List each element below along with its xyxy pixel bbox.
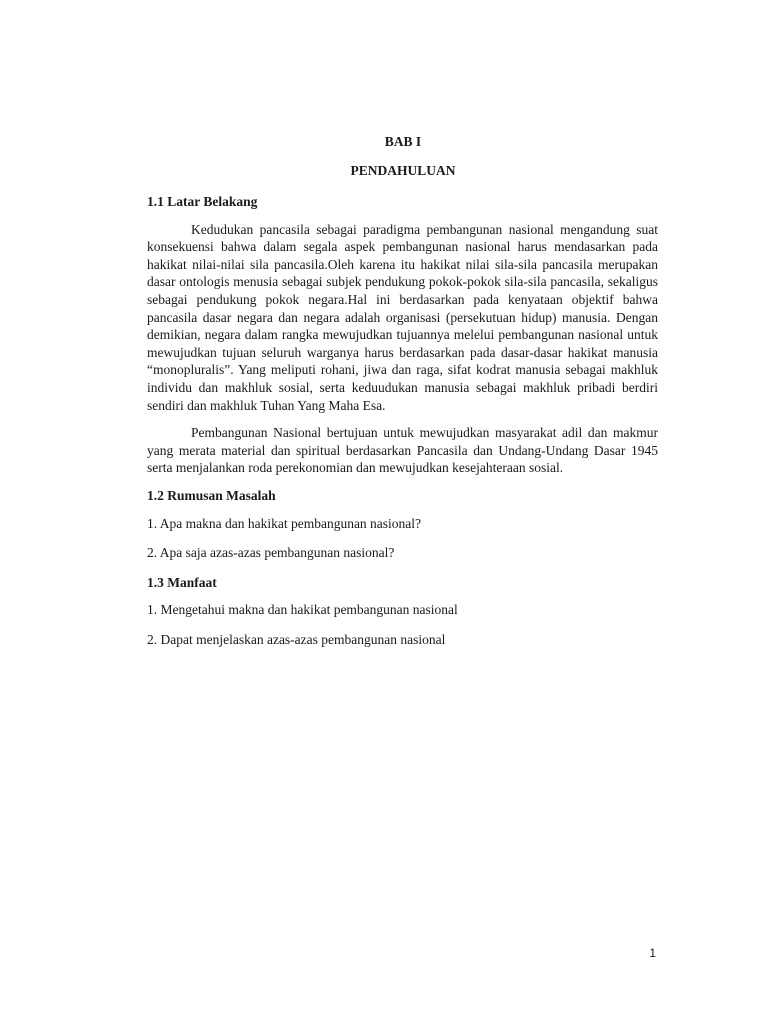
- section-heading-manfaat: 1.3 Manfaat: [147, 574, 217, 590]
- section-heading-latar-belakang: 1.1 Latar Belakang: [147, 194, 258, 209]
- section-heading-rumusan-masalah: 1.2 Rumusan Masalah: [147, 487, 276, 503]
- paragraph-latar-belakang-1: Kedudukan pancasila sebagai paradigma pembangunan nasional mengandung suat konsekuensi bahwa dalam segala aspek pembangunan nasional harus mendasarkan pada hakikat nilai-nilai sila pancasila.Oleh karena itu hakikat nilai sila-sila pancasila merupakan dasar ontologis menusia sebagai subjek pendukung pokok-pokok sila-sila pancasila, sekaligus sebagai pendukung pokok negara.Hal ini berdasarkan pada kenyataan objektif bahwa pancasila dasar negara dan negara adalah organisasi (persekutuan hidup) manusia. Dengan demikian, negara dalam rangka mewujudkan tujuannya melelui pembangunan nasional untuk mewujudkan tujuan seluruh warganya harus berdasarkan pada dasar-dasar hakikat manusia “monopluralis”. Yang meliputi rohani, jiwa dan raga, sifat kodrat manusia sebagai makhluk individu dan makhluk sosial, serta keduudukan manusia sebagai makhluk pribadi berdiri sendiri dan makhluk Tuhan Yang Maha Esa.: [147, 221, 658, 413]
- list-item-manfaat-1: 1. Mengetahui makna dan hakikat pembangunan nasional: [147, 602, 458, 618]
- document-body: [147, 193, 658, 660]
- paragraph-latar-belakang-2: Pembangunan Nasional bertujuan untuk mewujudkan masyarakat adil dan makmur yang merata material dan spiritual berdasarkan Pancasila dan Undang-Undang Dasar 1945 serta menjalankan roda perekonomian dan mewujudkan kesejahteraan sosial.: [147, 425, 658, 476]
- page-number: 1: [649, 946, 656, 960]
- list-item-manfaat-2: 2. Dapat menjelaskan azas-azas pembangunan nasional: [147, 631, 446, 647]
- chapter-title: PENDAHULUAN: [350, 163, 456, 178]
- list-item-rumusan-1: 1. Apa makna dan hakikat pembangunan nasional?: [147, 515, 422, 531]
- list-item-rumusan-2: 2. Apa saja azas-azas pembangunan nasional?: [147, 545, 395, 561]
- chapter-number: BAB I: [384, 134, 422, 149]
